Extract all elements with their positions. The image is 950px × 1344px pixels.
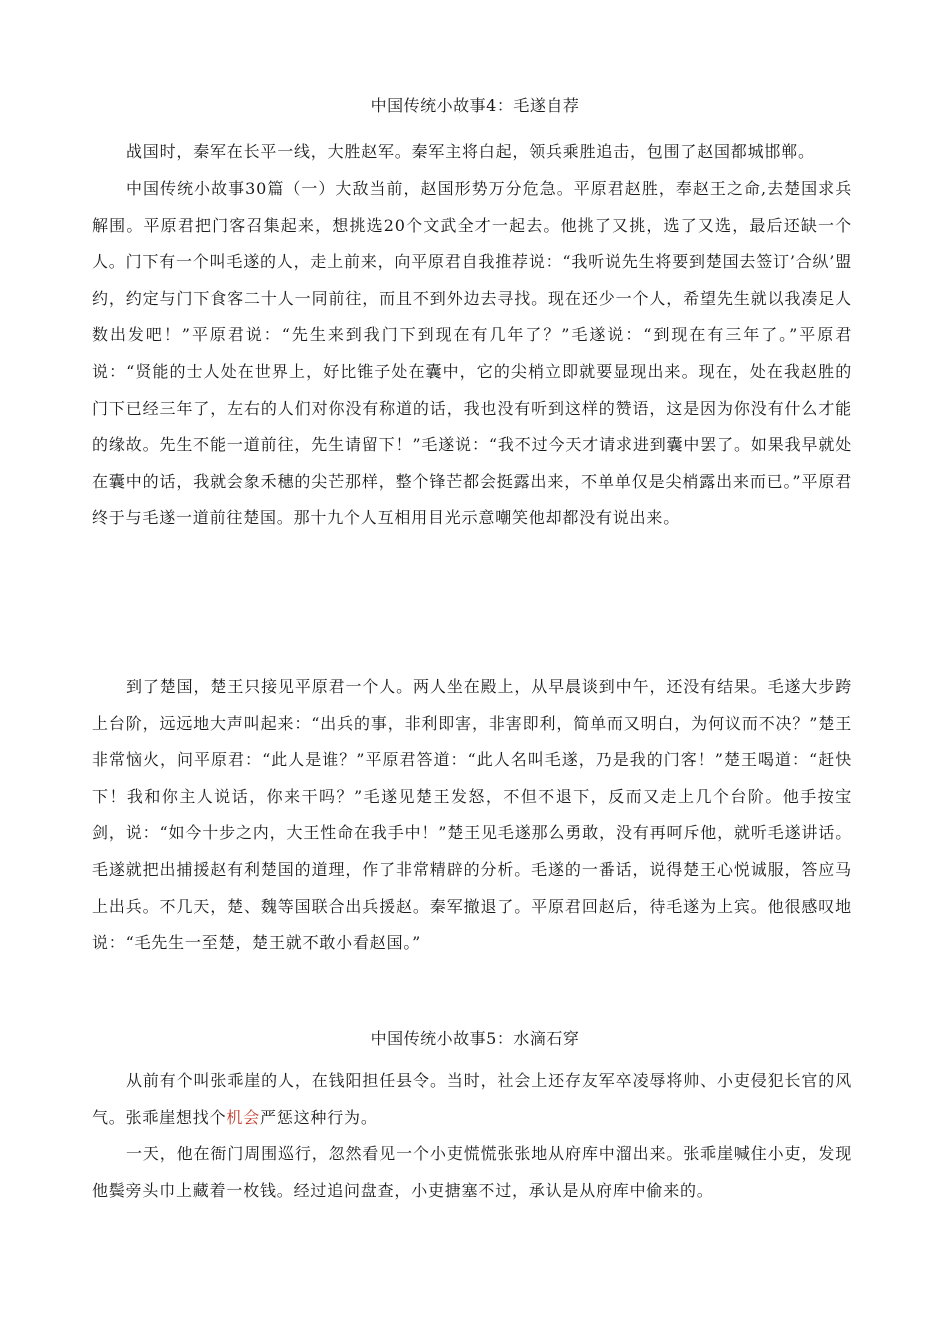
story4-title: 中国传统小故事4：毛遂自荐 (370, 96, 580, 115)
opportunity-link[interactable]: 机会 (226, 1107, 261, 1127)
story5-paragraph-1 (92, 1063, 852, 1136)
story4-paragraph-1: 战国时，秦军在长平一线，大胜赵军。秦军主将白起，领兵乘胜追击，包围了赵国都城邯郸。 (126, 142, 815, 161)
story4-paragraph-3: 到了楚国，楚王只接见平原君一个人。两人坐在殿上，从早晨谈到中午，还没有结果。毛遂大步跨上台阶，远远地大声叫起来：“出兵的事，非利即害，非害即利，简单而又明白，为何议而不决？”楚王非常恼火，问平原君：“此人是谁？”平原君答道：“此人名叫毛遂，乃是我的门客！”楚王喝道：“赶快下！我和你主人说话，你来干吗？”毛遂见楚王发怒，不但不退下，反而又走上几个台阶。他手按宝剑，说：“如今十步之内，大王性命在我手中！”楚王见毛遂那么勇敢，没有再呵斥他，就听毛遂讲话。毛遂就把出捕援赵有利楚国的道理，作了非常精辟的分析。毛遂的一番话，说得楚王心悦诚服，答应马上出兵。不几天，楚、魏等国联合出兵援赵。秦军撤退了。平原君回赵后，待毛遂为上宾。他很感叹地说：“毛先生一至楚，楚王就不敢小看赵国。” (92, 677, 852, 953)
story5-paragraph-1-text-b: 严惩这种行为。 (260, 1107, 378, 1127)
story5-title: 中国传统小故事5：水滴石穿 (370, 1029, 580, 1048)
story5-paragraph-2: 一天，他在衙门周围巡行，忽然看见一个小吏慌慌张张地从府库中溜出来。张乖崖喊住小吏，发现他鬓旁头巾上藏着一枚钱。经过追问盘查，小吏搪塞不过，承认是从府库中偷来的。 (92, 1144, 852, 1200)
story4-paragraph-2: 中国传统小故事30篇（一）大敌当前，赵国形势万分危急。平原君赵胜，奉赵王之命,去楚国求兵解围。平原君把门客召集起来，想挑选20个文武全才一起去。他挑了又挑，选了又选，最后还缺一个人。门下有一个叫毛遂的人，走上前来，向平原君自我推荐说：“我听说先生将要到楚国去签订’合纵’盟约，约定与门下食客二十人一同前往，而且不到外边去寻找。现在还少一个人，希望先生就以我凑足人数出发吧！”平原君说：“先生来到我门下到现在有几年了？”毛遂说：“到现在有三年了。”平原君说：“贤能的士人处在世界上，好比锥子处在囊中，它的尖梢立即就要显现出来。现在，处在我赵胜的门下已经三年了，左右的人们对你没有称道的话，我也没有听到这样的赞语，这是因为你没有什么才能的缘故。先生不能一道前往，先生请留下！”毛遂说：“我不过今天才请求进到囊中罢了。如果我早就处在囊中的话，我就会象禾穗的尖芒那样，整个锋芒都会挺露出来，不单单仅是尖梢露出来而已。”平原君终于与毛遂一道前往楚国。那十九个人互相用目光示意嘲笑他却都没有说出来。 (92, 179, 852, 528)
story5-paragraph-1-text-a: 从前有个叫张乖崖的人，在钱阳担任县令。当时，社会上还存友军卒凌辱将帅、小吏侵犯长官的风气。张乖崖想找个 (92, 1071, 852, 1127)
